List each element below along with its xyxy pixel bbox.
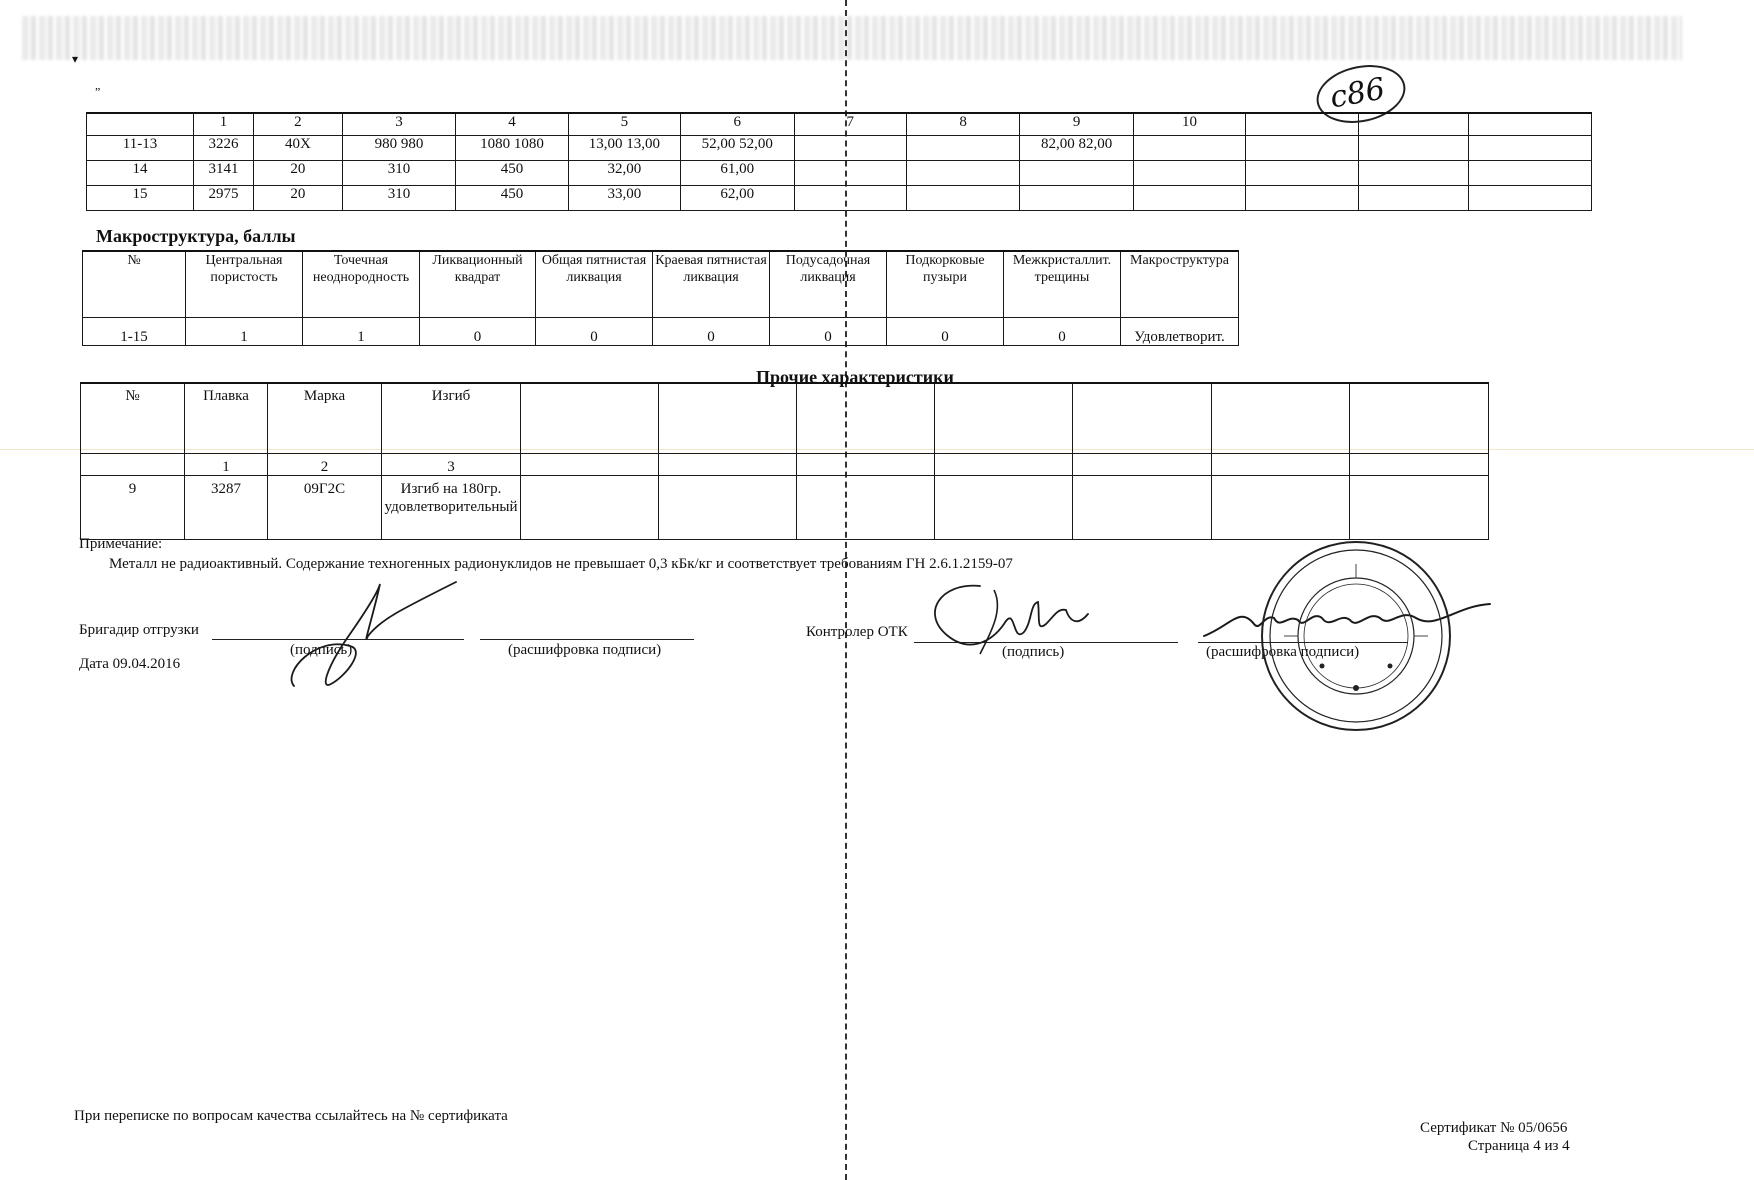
other-header-cell <box>935 383 1073 453</box>
other-header-cell: Изгиб <box>382 383 521 453</box>
other-header-cell: № <box>81 383 185 453</box>
table-cell: 450 <box>456 185 568 210</box>
other-number-cell <box>1350 453 1489 475</box>
column-number-cell: 9 <box>1020 113 1133 135</box>
other-number-cell <box>1212 453 1350 475</box>
other-number-cell <box>935 453 1073 475</box>
table-cell <box>1133 160 1245 185</box>
otk-label: Контролер ОТК <box>806 624 908 640</box>
otk-decode-caption: (расшифровка подписи) <box>1206 644 1360 660</box>
table-cell: 14 <box>87 160 194 185</box>
other-cell: 3287 <box>185 475 268 539</box>
macrostructure-header-cell: Подусадочная ликвация <box>770 251 887 317</box>
macrostructure-header-cell: № <box>83 251 186 317</box>
other-header-row <box>81 383 1489 453</box>
table-cell: 82,00 82,00 <box>1020 135 1133 160</box>
table-cell <box>1133 135 1245 160</box>
macrostructure-header-cell: Ликвационный квадрат <box>420 251 536 317</box>
macrostructure-cell: 0 <box>770 317 887 345</box>
foreman-signature <box>276 576 466 700</box>
illegible-header-text <box>22 16 1682 60</box>
table-cell: 980 980 <box>342 135 455 160</box>
table-cell <box>794 160 906 185</box>
table-cell: 15 <box>87 185 194 210</box>
table-cell: 3226 <box>194 135 254 160</box>
table-cell: 1080 1080 <box>456 135 568 160</box>
other-header-cell <box>659 383 797 453</box>
controller-signature <box>920 574 1110 664</box>
other-number-row <box>81 453 1489 475</box>
column-number-cell: 8 <box>906 113 1019 135</box>
table-cell: 310 <box>342 160 455 185</box>
note-label: Примечание: <box>79 536 163 552</box>
table-cell <box>906 185 1019 210</box>
other-number-cell <box>1073 453 1212 475</box>
column-number-cell: 1 <box>194 113 254 135</box>
other-characteristics-table <box>80 382 1489 540</box>
shipment-date: Дата 09.04.2016 <box>79 656 181 672</box>
macrostructure-cell: 0 <box>420 317 536 345</box>
table-cell: 20 <box>253 185 342 210</box>
table-cell: 2975 <box>194 185 254 210</box>
foreman-label: Бригадир отгрузки <box>79 622 199 638</box>
table-cell <box>1468 185 1591 210</box>
table-row <box>87 135 1592 160</box>
macrostructure-cell: 0 <box>536 317 653 345</box>
column-number-cell <box>1358 113 1468 135</box>
macrostructure-cell: 0 <box>1004 317 1121 345</box>
table-cell: 33,00 <box>568 185 680 210</box>
macrostructure-cell: 1 <box>186 317 303 345</box>
other-number-cell: 1 <box>185 453 268 475</box>
other-number-cell: 3 <box>382 453 521 475</box>
other-characteristics-title: Прочие характеристики <box>756 367 954 387</box>
other-cell <box>521 475 659 539</box>
table-cell: 11-13 <box>87 135 194 160</box>
table-cell <box>1246 185 1358 210</box>
table-row <box>87 185 1592 210</box>
company-seal <box>1258 538 1454 734</box>
foreman-decode-caption: (расшифровка подписи) <box>508 642 662 658</box>
macrostructure-row <box>83 317 1239 345</box>
column-number-cell <box>1246 113 1358 135</box>
table-header-row <box>87 113 1592 135</box>
macrostructure-title: Макроструктура, баллы <box>96 226 296 246</box>
otk-signature-caption: (подпись) <box>1002 644 1065 660</box>
table-cell <box>1358 135 1468 160</box>
other-header-cell <box>1350 383 1489 453</box>
macrostructure-header-cell: Межкристаллит. трещины <box>1004 251 1121 317</box>
other-header-cell <box>797 383 935 453</box>
other-cell <box>659 475 797 539</box>
other-number-cell <box>797 453 935 475</box>
table-cell: 20 <box>253 160 342 185</box>
other-header-cell: Марка <box>268 383 382 453</box>
column-number-cell <box>1468 113 1591 135</box>
table-cell <box>1246 160 1358 185</box>
other-cell <box>1073 475 1212 539</box>
table-cell <box>906 135 1019 160</box>
table-cell: 3141 <box>194 160 254 185</box>
macrostructure-cell: 1-15 <box>83 317 186 345</box>
stray-mark: ▾ <box>72 52 79 66</box>
foreman-decode-line <box>480 639 694 640</box>
macrostructure-header-cell: Точечная неоднородность <box>303 251 420 317</box>
other-header-cell <box>1212 383 1350 453</box>
other-cell <box>1212 475 1350 539</box>
table-row <box>87 160 1592 185</box>
table-cell <box>1358 185 1468 210</box>
column-number-cell <box>87 113 194 135</box>
other-cell: 9 <box>81 475 185 539</box>
macrostructure-header-row <box>83 251 1239 317</box>
table-cell: 310 <box>342 185 455 210</box>
other-row <box>81 475 1489 539</box>
macrostructure-header-cell: Краевая пятнистая ликвация <box>653 251 770 317</box>
macrostructure-cell: 0 <box>653 317 770 345</box>
mechanical-properties-table <box>86 112 1592 211</box>
table-cell: 450 <box>456 160 568 185</box>
macrostructure-cell: 1 <box>303 317 420 345</box>
table-cell <box>1468 160 1591 185</box>
column-number-cell: 2 <box>253 113 342 135</box>
column-number-cell: 7 <box>794 113 906 135</box>
table-cell <box>1358 160 1468 185</box>
other-header-cell <box>1073 383 1212 453</box>
macrostructure-header-cell: Подкорковые пузыри <box>887 251 1004 317</box>
handwritten-note-text: с86 <box>1327 71 1388 116</box>
macrostructure-header-cell: Центральная пористость <box>186 251 303 317</box>
table-cell: 52,00 52,00 <box>681 135 794 160</box>
table-cell <box>794 185 906 210</box>
column-number-cell: 5 <box>568 113 680 135</box>
certificate-number: Сертификат № 05/0656 <box>1420 1120 1568 1136</box>
table-cell: 32,00 <box>568 160 680 185</box>
foreman-signature-caption: (подпись) <box>290 642 353 658</box>
table-cell: 40Х <box>253 135 342 160</box>
other-number-cell <box>81 453 185 475</box>
column-number-cell: 4 <box>456 113 568 135</box>
macrostructure-cell: 0 <box>887 317 1004 345</box>
macrostructure-header-cell: Макроструктура <box>1121 251 1239 317</box>
table-cell <box>1246 135 1358 160</box>
stray-mark: „ <box>95 78 101 92</box>
page-number: Страница 4 из 4 <box>1468 1138 1570 1154</box>
table-cell: 13,00 13,00 <box>568 135 680 160</box>
table-cell: 61,00 <box>681 160 794 185</box>
other-cell: Изгиб на 180гр. удовлетворительный <box>382 475 521 539</box>
other-number-cell: 2 <box>268 453 382 475</box>
macrostructure-header-cell: Общая пятнистая ликвация <box>536 251 653 317</box>
table-cell <box>1020 160 1133 185</box>
table-cell <box>906 160 1019 185</box>
column-number-cell: 6 <box>681 113 794 135</box>
other-cell <box>935 475 1073 539</box>
other-header-cell: Плавка <box>185 383 268 453</box>
macrostructure-cell: Удовлетворит. <box>1121 317 1239 345</box>
footer-reference-note: При переписке по вопросам качества ссылайтесь на № сертификата <box>74 1108 508 1124</box>
table-cell <box>1020 185 1133 210</box>
other-number-cell <box>659 453 797 475</box>
other-cell <box>797 475 935 539</box>
table-cell: 62,00 <box>681 185 794 210</box>
other-cell <box>1350 475 1489 539</box>
column-number-cell: 3 <box>342 113 455 135</box>
table-cell <box>1133 185 1245 210</box>
column-number-cell: 10 <box>1133 113 1245 135</box>
table-cell <box>1468 135 1591 160</box>
macrostructure-table <box>82 250 1239 346</box>
table-cell <box>794 135 906 160</box>
other-cell: 09Г2С <box>268 475 382 539</box>
note-text: Металл не радиоактивный. Содержание техногенных радионуклидов не превышает 0,3 кБк/кг и соответствует требованиям ГН 2.6.1.2159-07 <box>109 556 1013 572</box>
other-header-cell <box>521 383 659 453</box>
other-number-cell <box>521 453 659 475</box>
